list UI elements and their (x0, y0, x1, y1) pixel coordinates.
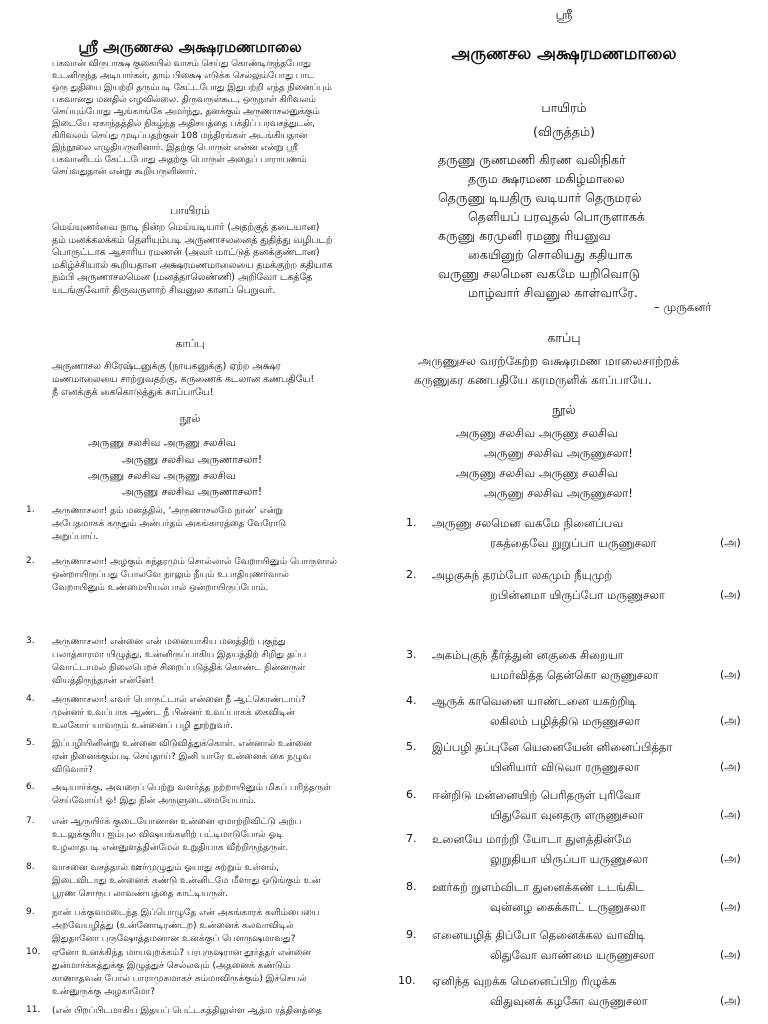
payiram-line: நம்பி அருணாசலமென (மனத்தாலெண்ணி) அறிவோ டகத்தே (52, 272, 313, 284)
verse-number: 4. (406, 694, 417, 707)
verse-line-1: அழகுசுந் தரம்போ லகமும் நீயுமுற் (432, 568, 613, 582)
payiram-line: மகிழ்ச்சியால் கூறியதான அக்ஷரமணமாலையை தமக்குற்ற கதியாக (52, 259, 333, 271)
verse-line-1: இப்பழி தப்புனே யெனையேன் னினைப்பித்தா (432, 740, 673, 754)
kaappu-line: அருணாசல சிரேஷ்டனுக்கு (நாயகனுக்கு) ஏற்ற அக்ஷர (52, 361, 281, 372)
payiram-line: மெய்யுணர்வை நாடி நின்ற மெய்யடியார் (அதற்குத் தடையான) (52, 222, 320, 233)
verse-line-2: யமர்வித்த தென்கொ லருணுசலா (490, 668, 659, 682)
verse-number: 1. (26, 505, 35, 515)
refrain-line: அருணு சலசிவ அருணு சலசிவ (88, 470, 236, 482)
verse-number: 10. (398, 974, 416, 987)
refrain-mark: (அ) (720, 536, 741, 549)
poem-line: தருணு ருணமணி கிரண வலிநிகர் (438, 152, 626, 167)
intro-line: இந்நூலை எழுதியருளினார். இதற்கு பொருள் என்ன என்று ஸ்ரீ (52, 143, 298, 153)
verse-line-1: ஆருக் காவெனை யாண்டனை யகற்றிடி (432, 694, 637, 708)
refrain-line: அருணு சலசிவ அருணு சலசிவ (456, 466, 618, 480)
verse-line: பூரண சொரூப லாவண்யத்தை காட்டியருள். (52, 889, 229, 899)
verse-number: 5. (26, 738, 35, 748)
verse-line: அபேதமாகக் கருதும் அன்பர்தம் அகங்காரத்தை வேரோடு (52, 519, 286, 529)
verse-line: ஏன் நினைக்கும்படி செய்தாய்? இனி யாரே உன்னைக் கை நழுவ (52, 752, 312, 762)
verse-line: அருணாசலா! எவர் பொருட்டால் என்னை நீ ஆட்கொண்டாய்? (52, 695, 306, 705)
poem-line: தெருணு டியதிரு வடியார் தெருமரல் (438, 190, 642, 205)
left-payiram-text (52, 222, 370, 298)
verse-line-2: லிதுவோ வாண்மை யருணுசலா (490, 948, 655, 962)
verse-number: 9. (406, 928, 417, 941)
left-kaappu-heading: காப்பு (175, 337, 205, 350)
refrain-mark: (அ) (720, 760, 741, 773)
verse-line-2: லகிலம் பழித்திடு மருணுசலா (490, 714, 641, 728)
verse-line-2: லுறுதியா யிருப்பா யருணுசலா (490, 852, 649, 866)
verse-line-1: ஏனிந்த வுறக்க மெனைப்பிற ரிழுக்க (432, 974, 617, 988)
right-payiram-heading: பாயிரம் (541, 100, 587, 115)
verse-line: ஒன்றாயிருப்பது போலவே நாலும் நீயும் உபாதியுணர்வால் (52, 570, 289, 580)
verse-line: அறவேயழித்து (உன்னோடிரண்டற) உன்னைக் கலவாவிடில் (52, 921, 294, 931)
verse-line: உன்னுருக்கு அழகாமோ? (52, 987, 156, 997)
refrain-mark: (அ) (720, 948, 741, 961)
intro-line: பகவானிடம் கேட்டபோது அதற்கு பொருள் அதைப் பாராயணம் (52, 155, 307, 165)
verse-line: உழலாதபடி என்னுளத்தின்மேல் உறுதியாக வீற்றிருந்தருள். (52, 843, 289, 853)
verse-line: அருணாசலா! என்னை என் மனையாகிய மனத்திற் புகுந்து (52, 637, 286, 647)
verse-line: உடலுக்குரிய ஐம்புல விஷயங்களிற் பட்டிமாடுபோல் ஓடி (52, 830, 284, 840)
verse-line-2: விதுவுனக் கழகோ வருணுசலா (490, 994, 648, 1008)
shri-heading: ஸ்ரீ (555, 8, 573, 23)
verse-number: 3. (406, 648, 417, 661)
kaappu-poem-line: அருணுசல வரற்கேற்ற வக்ஷரமண மாலைசாற்றக் (418, 354, 680, 368)
verse-number: 3. (26, 636, 35, 646)
verse-number: 4. (26, 694, 35, 704)
verse-line: ஏனோ உனக்கிந்த மாயவுறக்கம்? பரபுருஷரான தூர்த்தர் என்னை (52, 948, 311, 958)
verse-line: காணாதவன் போல் பாராமுகமாகச் சும்மாவிருக்கும்) இச்செயல் (52, 974, 307, 984)
verse-line: வியத்திருந்தான் என்னே! (52, 676, 154, 686)
verse-line-1: ஈன்றிடு மன்னையிற் பெரிதருள் புரிவோ (432, 788, 641, 802)
refrain-mark: (அ) (720, 588, 741, 601)
refrain-mark: (அ) (720, 714, 741, 727)
refrain-mark: (அ) (720, 852, 741, 865)
kaappu-poem-line: கருணுகர கணபதியே கரமருளிக் காப்பாயே. (414, 373, 652, 387)
verse-line-1: ஊர்சுற் றுளம்விடா துனைக்கண் டடங்கிட (432, 880, 645, 894)
intro-line: இடையே ஏகாந்தத்தில் நிகழ்ந்த அதிசயத்தை பக்திப் பரவசத்துடன், (52, 119, 315, 129)
left-title: ஸ்ரீ அருணசல அக்ஷரமணமாலை (78, 38, 302, 56)
intro-line: செய்யும்போது ஆங்காங்கே அமர்ந்து, தனக்கும் அருணாசலனுக்கும் (52, 107, 320, 117)
verse-line: அருணாசலா! தம் மனத்தில், ‘அருணாசலமே நான்’ என்று (52, 506, 283, 516)
left-kaappu-text (52, 360, 370, 399)
verse-number: 7. (406, 832, 417, 845)
verse-line-2: வுன்னழ கைக்காட் டருணுசலா (490, 900, 646, 914)
refrain-mark: (அ) (720, 994, 741, 1007)
left-nool-heading: நூல் (179, 412, 201, 425)
verse-line: இடைவிடாது உன்னைக் கண்டு உன்னிடமே மீளாது ஒடுங்கும் உன் (52, 876, 321, 886)
intro-line: கிரிவலம் செய்து முடிப்பதற்குள் 108 மந்திரங்கள் அடங்கியதான (52, 131, 308, 141)
verse-line: அருணாசலா! அழகும் சுந்தரமும் சொல்லால் வேறாயினும் பொருளால் (52, 557, 337, 567)
payiram-line: பொருட்டாக ஆசாரிய ரமணன் (அவர் மாட்டுத் தனக்குண்டான) (52, 247, 320, 259)
refrain-mark: (அ) (720, 668, 741, 681)
verse-number: 9. (26, 907, 35, 917)
verse-line: முன்னர் உவப்பாக ஆண்ட நீ பின்னர் உவப்பாகக் கைவிடின் (52, 708, 295, 718)
verse-line-1: அருணு சலமென வகமே நினைப்பவ (432, 516, 624, 530)
refrain-line: அருணு சலசிவ அருணாசலா! (122, 486, 263, 498)
verse-line: வேறாயினும் உண்மையியல்பால் ஒன்றாயிருப்போம். (52, 583, 269, 593)
intro-line: பகவான் விருபாக்ஷ குகையில் வாசம் செய்து கொண்டிருந்தபோது (52, 59, 311, 69)
verse-number: 8. (406, 880, 417, 893)
verse-number: 11. (26, 1005, 41, 1015)
right-kaappu-heading: காப்பு (547, 330, 581, 345)
poem-line: தெளியப் பரவுதல் பொருளாகக் (468, 209, 645, 224)
verse-line: வாசனை வசத்தால் ஊர்முழுதும் ஓயாது சுற்றும் உள்ளம், (52, 863, 280, 873)
poem-line: மாழ்வார் சிவனுல காள்வாரே. (468, 285, 638, 300)
refrain-mark: (அ) (720, 900, 741, 913)
verse-line-2: ரகத்தைவே றுறுப்பா யருணுசலா (490, 536, 657, 550)
verse-number: 6. (26, 782, 35, 792)
verse-line: துன்மார்க்கத்துக்கு இழுத்துச் செல்லவும் (அதனைக் கண்டும் (52, 961, 291, 971)
verse-number: 8. (26, 862, 35, 872)
verse-line: நான் பக்குவமடைந்த இப்பொழுதே என் அகங்காரக் களிம்பையை (52, 908, 320, 918)
intro-line: ஒரு துதியை இயற்றி தரும்படி கேட்டபோது இதுபற்றி எந்த நினைப்பும் (52, 83, 332, 93)
poem-line: வருணு சலமென வகமே யறிவொடு (438, 266, 640, 281)
left-payiram-heading: பாயிரம் (170, 204, 210, 217)
verse-line-1: அகம்புகுந் தீர்த்துன் னகுகை சிறையா (432, 648, 624, 662)
kaappu-line: நீ எனக்குக் கைகொடுத்துக் காப்பாயே! (52, 387, 214, 398)
payiram-line: யடங்குவோர் திருவருளாற் சிவனுல காளப் பெறுவர். (52, 284, 276, 296)
refrain-line: அருணு சலசிவ அருணுசலா! (484, 486, 633, 500)
verse-number: 2. (406, 568, 417, 581)
verse-line-2: றபின்னமா யிருப்போ மருணுசலா (490, 588, 665, 602)
right-title: அருணசல அக்ஷரமணமாலை (451, 44, 677, 64)
verse-line: இதுதானோ புருஷோத்தமனான உனக்குப் பெளருஷமாவது? (52, 934, 296, 944)
verse-number: 2. (26, 556, 35, 566)
attribution: – முருகனர் (654, 300, 712, 314)
verse-line: உலகோர் யாவரும் உன்னைப் பழி தூற்றுவர். (52, 721, 233, 731)
verse-line: வொட்டாமல் நிலைபெறச் சிறைப்படுத்திக் கொண்ட நின்னருள் (52, 663, 306, 673)
poem-line: தரும க்ஷரமண மகிழ்மாலை (468, 171, 625, 186)
verse-line-2: யிதுவோ வுனதரு ளருணுசலா (490, 808, 644, 822)
verse-line: அடியார்க்கு, அவரைப் பெற்று வளர்த்த நற்றாயினும் மிகப் பரிந்தருள் (52, 783, 332, 793)
verse-line-1: எனையழித் திப்போ தெனைக்கல வாவிடி (432, 928, 646, 942)
verse-line-2: யினியார் விடுவா ரருணுசலா (490, 760, 640, 774)
verse-number: 5. (406, 740, 417, 753)
refrain-line: அருணு சலசிவ அருணு சலசிவ (88, 437, 236, 449)
right-payiram-subheading: (விருத்தம்) (533, 124, 595, 139)
kaappu-line: மணமாலையை சாற்றுவதற்கு, கருணைக் கடலான கணபதியே! (52, 374, 315, 385)
poem-line: கருணு கரமுனி ரமணு ரியனுவ (438, 228, 611, 243)
verse-line: இப்பழியினின்று உன்னை விடுவித்துக்கொள். என்னால் உன்னை (52, 739, 313, 749)
payiram-line: தம் மனக்கலக்கம் தெளியும்படி அருணாசலனைத் துதித்து வழிபடற் (52, 234, 333, 246)
poem-line: கையினுற் சொலியது கதியாக (468, 247, 633, 262)
right-nool-heading: நூல் (552, 402, 576, 417)
verse-number: 1. (406, 516, 417, 529)
verse-line: செய்வோய்! ஓ! இது நின் அருளுடைமையேயாம். (52, 796, 257, 806)
refrain-line: அருணு சலசிவ அருணுசலா! (484, 446, 633, 460)
refrain-mark: (அ) (720, 808, 741, 821)
verse-number: 7. (26, 816, 35, 826)
verse-line: விடுவார்? (52, 765, 94, 775)
intro-paragraph (52, 58, 366, 178)
verse-line-1: உனையே மாற்றி யோடா துளத்தின்மே (432, 832, 632, 846)
verse-line: என் ஆருயிர்க் குடையோனான உன்னை ஏமாற்றிவிட்டு அற்ப (52, 817, 302, 827)
verse-line: (என் பிறப்பிடமாகிய இதயப் பெட்டகத்திலுள்ள ஆத்ம ரத்தினத்தை (52, 1006, 322, 1016)
intro-line: உடனிருந்த அடியார்கள், தாம் பிக்ஷை எடுக்க செல்லும்போது பாட (52, 71, 314, 81)
refrain-line: அருணு சலசிவ அருணாசலா! (122, 454, 263, 466)
verse-line: அறுப்பாய். (52, 532, 99, 542)
intro-line: செய்வதுதான் என்று கூறியருளினார். (52, 167, 197, 177)
refrain-line: அருணு சலசிவ அருணு சலசிவ (456, 426, 618, 440)
intro-line: பகவானது மனதில் எழவில்லை. திருவருள்கூட, ஒருநாள் கிரிவலம் (52, 95, 316, 105)
verse-number: 6. (406, 788, 417, 801)
verse-number: 10. (26, 947, 41, 957)
verse-line: பலாத்காரமா யிழுத்து, உன்னிருப்பாகிய இதயத்திற் சிறிது தப்ப (52, 650, 307, 660)
